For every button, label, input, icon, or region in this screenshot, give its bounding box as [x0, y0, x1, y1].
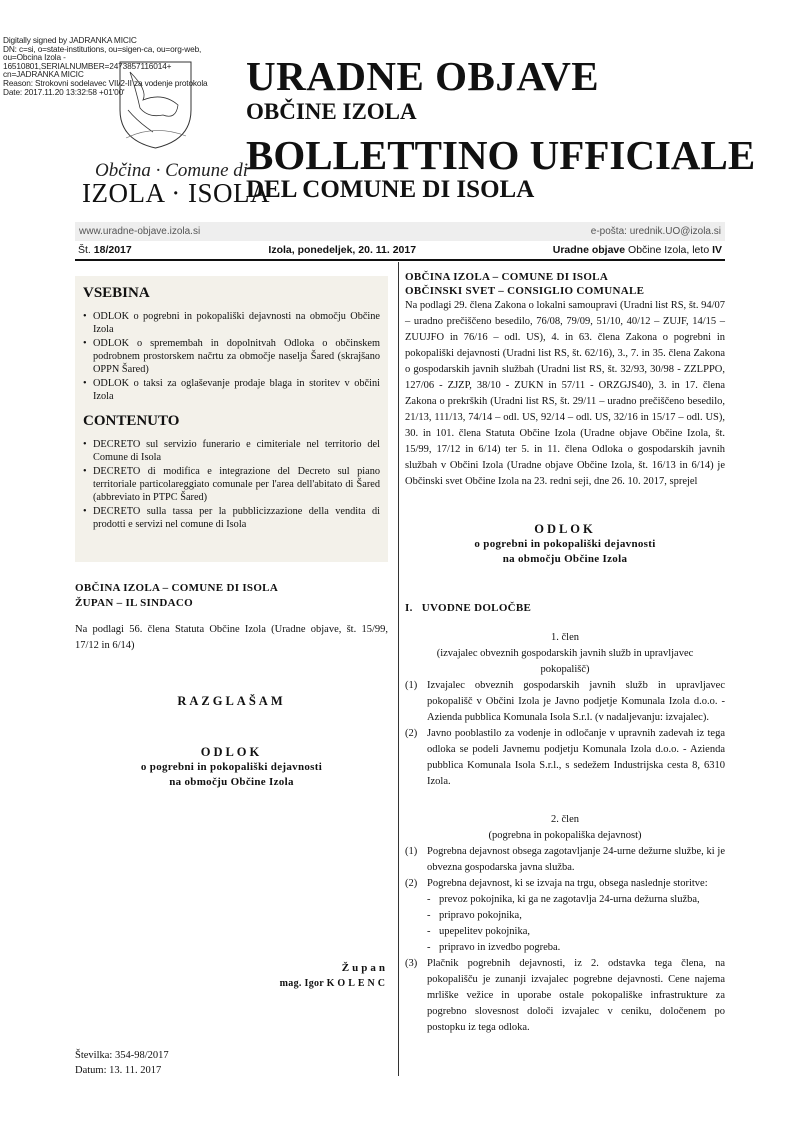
contents-item: • ODLOK o pogrebni in pokopališki dejavnosti na območju Občine Izola [83, 310, 380, 336]
contents-item: • DECRETO di modifica e integrazione del Decreto sul piano territoriale particolareggiato comunale per l'area dell'abitato di Šared (abbreviato in PTPC Šared) [83, 465, 380, 504]
item-text: Javno pooblastilo za vodenje in odločanje v upravnih zadevah iz tega odloka se podeli Javnemu podjetju Komunala Izola d.o.o. - Azienda pubblica Komunala Isola S.r.l., s sedežem Industrijska cesta 8, 6310 Izola. [427, 728, 725, 787]
section-heading: I. UVODNE DOLOČBE [405, 602, 532, 614]
document-reference [75, 1048, 388, 1078]
item-number: (3) [405, 958, 418, 969]
article-1-title: 1. člen [551, 632, 579, 643]
right-preamble: Na podlagi 29. člena Zakona o lokalni samoupravi (Uradni list RS, št. 94/07 – uradno prečiščeno besedilo, 76/08, 79/09, 51/10, 40/12 – ZUJF, 14/15 – ZUUJFO in 76/16 – odl. US), 4. in 63. člena Zakona o pogrebni in pokopališki dejavnosti (Uradni list RS, št. 62/16), 3., 7. in 35. člena Zakona o gospodarskih javnih službah (Uradni list RS, št. 32/93, 30/98 - ZZLPPO, 127/06 - ZJZP, 38/10 - ZUKN in 57/11 - ORZGJS40), 3. in 17. člena Zakona o prekrških (Uradni list RS, št. 29/11 – uradno prečiščeno besedilo, 21/13, 111/13, 74/14 – odl. US, 92/14 – odl. US, 32/16 in 15/17 – odl. US), 30. in 101. člena Statuta Občine Izola (Uradne objave Občine Izola, št. 15/99, 17/12 in 6/14) ter 5. in 11. člena Odloka o gospodarskih javnih službah v Občini Izola (Uradne objave Občine Izola, št. 16/13 in 6/14) je Občinski svet Občine Izola na 23. redni seji, dne 26. 10. 2017, sprejel [405, 300, 725, 487]
odlok-subtitle-2: na območju Občine Izola [502, 553, 628, 565]
contenuto-title: CONTENUTO [83, 413, 180, 429]
website-link[interactable]: www.uradne-objave.izola.si [79, 226, 201, 237]
logo-municipality-line: Občina · Comune di [95, 160, 249, 181]
contents-item: • DECRETO sul servizio funerario e cimiteriale nel territorio del Comune di Isola [83, 438, 380, 464]
web-bar [75, 222, 725, 241]
right-odlok-title [405, 522, 725, 567]
dash-text: pripravo in izvedbo pogreba. [439, 942, 561, 953]
item-number: (1) [405, 846, 418, 857]
mayor-name-prefix: mag. Igor [279, 978, 327, 989]
contents-box [75, 276, 388, 562]
document-date: Datum: 13. 11. 2017 [75, 1065, 162, 1076]
issue-prefix: Št. [78, 244, 94, 256]
left-intro-paragraph: Na podlagi 56. člena Statuta Občine Izola (Uradne objave, št. 15/99, 17/12 in 6/14) [75, 624, 388, 651]
article-2-item-2 [405, 876, 725, 892]
item-text: Izvajalec obveznih gospodarskih javnih služb in upravljavec pokopališč v Občini Izola je Javno podjetje Komunala Izola d.o.o. - Azienda pubblica Komunala Isola S.r.l. (v nadaljevanju: izvajalec). [427, 680, 725, 723]
dash-item [405, 924, 725, 940]
masthead-title-it: BOLLETTINO UFFICIALE [246, 132, 756, 178]
publication-info [553, 244, 722, 256]
dash-item [405, 908, 725, 924]
vsebina-list [83, 310, 380, 403]
pub-year: IV [712, 244, 722, 256]
place-date: Izola, ponedeljek, 20. 11. 2017 [268, 244, 417, 256]
razglasam: RAZGLAŠAM [177, 694, 286, 708]
contents-item: • ODLOK o spremembah in dopolnitvah Odloka o občinskem podrobnem prostorskem načrtu za območje naselja Šared (skrajšano OPPN Šared) [83, 337, 380, 376]
left-heading [75, 581, 388, 611]
issue-value: 18/2017 [93, 244, 132, 256]
issue-number [78, 244, 132, 256]
article-1-subtitle: (izvajalec obveznih gospodarskih javnih služb in upravljavec pokopališč) [436, 648, 694, 675]
item-text: Pogrebna dejavnost, ki se izvaja na trgu, obsega naslednje storitve: [427, 878, 708, 889]
signature-block [260, 961, 388, 991]
article-1-item [405, 678, 725, 726]
article-2-item-1 [405, 844, 725, 876]
masthead-subtitle-it: DEL COMUNE DI ISOLA [246, 176, 535, 203]
item-text: Pogrebna dejavnost obsega zagotavljanje 24-urne dežurne službe, ki je obvezna gospodarska javna služba. [427, 846, 725, 873]
mayor-name: KOLENC [326, 978, 388, 989]
document-number: Številka: 354-98/2017 [75, 1050, 169, 1061]
left-column [75, 276, 388, 790]
left-odlok-title [75, 745, 388, 790]
article-1 [405, 630, 725, 1036]
dash-item [405, 940, 725, 956]
digital-signature: Digitally signed by JADRANKA MICIC DN: c=si, o=state-institutions, ou=sigen-ca, ou=org-web, ou=Obcina Izola - 16510801,SERIALNUMBER=2473857116014+ cn=JADRANKA MICIC Reason: Strokovni sodelavec VII/2-II za vodenje protokola Date: 2017.11.20 13:32:58 +01'00' [3, 35, 208, 97]
item-text: Plačnik pogrebnih dejavnosti, iz 2. odstavka tega člena, na pokopališču je zunanji izvajalec pogrebne dejavnosti. Cene najema mrliške vežice in uporabe ostale pokopališke infrastrukture za pogrebno slovesnost določi izvajalec v ceniku, določenem po postopku iz tega odloka. [427, 958, 725, 1033]
dash-marker: - [427, 910, 431, 921]
dash-text: upepelitev pokojnika, [439, 926, 530, 937]
item-number: (2) [405, 878, 418, 889]
dash-marker: - [427, 894, 431, 905]
contents-item: • ODLOK o taksi za oglaševanje prodaje blaga in storitev v občini Izola [83, 377, 380, 403]
right-heading [405, 270, 725, 298]
email-link[interactable]: e-pošta: urednik.UO@izola.si [590, 226, 721, 237]
article-2-subtitle: (pogrebna in pokopališka dejavnost) [488, 830, 642, 841]
heading-council: OBČINSKI SVET – CONSIGLIO COMUNALE [405, 285, 645, 297]
odlok-subtitle-1: o pogrebni in pokopališki dejavnosti [474, 538, 656, 550]
dash-text: prevoz pokojnika, ki ga ne zagotavlja 24-urna dežurna služba, [439, 894, 700, 905]
odlok-subtitle-1: o pogrebni in pokopališki dejavnosti [140, 761, 323, 773]
dash-marker: - [427, 926, 431, 937]
pub-rest: Občine Izola, leto [625, 244, 713, 256]
masthead-title-sl: URADNE OBJAVE [246, 53, 600, 99]
dash-item [405, 892, 725, 908]
article-2-item-3 [405, 956, 725, 1036]
odlok-title: ODLOK [534, 522, 596, 536]
item-number: (1) [405, 680, 418, 691]
vsebina-title: VSEBINA [83, 285, 150, 301]
dash-marker: - [427, 942, 431, 953]
pub-name: Uradne objave [552, 244, 626, 256]
odlok-subtitle-2: na območju Občine Izola [169, 776, 294, 788]
right-column [405, 270, 725, 1036]
article-1-item [405, 726, 725, 790]
heading-municipality: OBČINA IZOLA – COMUNE DI ISOLA [405, 271, 609, 283]
article-1-items [405, 678, 725, 790]
dash-text: pripravo pokojnika, [439, 910, 522, 921]
contents-item: • DECRETO sulla tassa per la pubblicizzazione della vendita di prodotti e servizi nel comune di Isola [83, 505, 380, 531]
contenuto-list [83, 438, 380, 531]
column-divider [398, 262, 399, 1076]
issue-info-row [75, 241, 725, 261]
odlok-title: ODLOK [200, 745, 263, 759]
heading-mayor: ŽUPAN – IL SINDACO [75, 597, 193, 609]
logo-izola-isola: IZOLA · ISOLA [82, 178, 270, 208]
article-2-dash-list [405, 892, 725, 956]
heading-municipality: OBČINA IZOLA – COMUNE DI ISOLA [75, 582, 279, 594]
item-number: (2) [405, 728, 418, 739]
mayor-title: Župan [341, 962, 388, 974]
masthead-subtitle-sl: OBČINE IZOLA [246, 99, 417, 124]
article-2-title: 2. člen [551, 814, 579, 825]
